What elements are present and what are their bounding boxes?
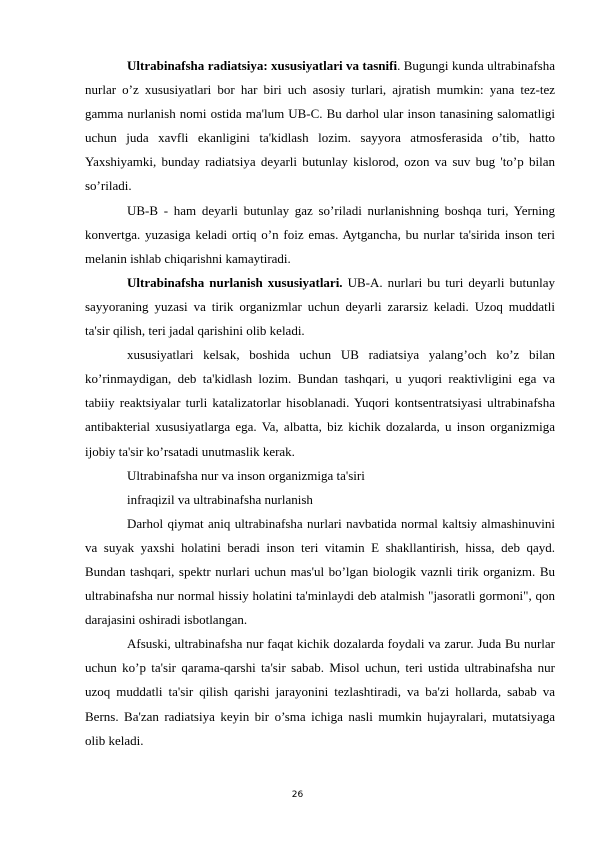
paragraph-1: [85, 54, 555, 199]
paragraph-7-text: Darhol qiymat aniq ultrabinafsha nurlari navbatida normal kaltsiy almashinuvini va suyak yaxshi holatini beradi inson teri vitamin E shakllantirish, hissa, deb qayd. Bundan tashqari, spektr nurlari uchun mas'ul bo’lgan biologik vaznli tirik organizm. Bu ultrabinafsha nur normal hissiy holatini ta'minlaydi deb atalmish "jasoratli gormoni", qon darajasini oshiradi isbotlangan.: [85, 515, 555, 628]
paragraph-5-text: Ultrabinafsha nur va inson organizmiga ta'siri: [127, 467, 365, 483]
paragraph-1-text: . Bugungi kunda ultrabinafsha nurlar o’z xususiyatlari bor har biri uch asosiy turlari, ajratish mumkin: yana tez-tez gamma nurlanish nomi ostida ma'lum UB-C. Bu darhol ular inson tanasining salomatligi uchun juda xavfli ekanligini ta'kidlash lozim. sayyora atmosferasida o’tib, hatto Yaxshiyamki, bunday radiatsiya deyarli butunlay kislorod, ozon va suv bug 'to’p bilan so’riladi.: [85, 58, 555, 194]
paragraph-3: [85, 271, 555, 343]
paragraph-4-text: xususiyatlari kelsak, boshida uchun UB radiatsiya yalang’och ko’z bilan ko’rinmaydigan, deb ta'kidlash lozim. Bundan tashqari, u yuqori reaktivligini ega va tabiiy reaktsiyalar turli katalizatorlar hisoblanadi. Yuqori kontsentratsiyasi ultrabinafsha antibakterial xususiyatlarga ega. Va, albatta, biz kichik dozalarda, u inson organizmiga ijobiy ta'sir ko’rsatadi unutmaslik kerak.: [85, 347, 555, 459]
paragraph-1-heading: Ultrabinafsha radiatsiya: xususiyatlari va tasnifi: [127, 58, 398, 73]
paragraph-3-heading: Ultrabinafsha nurlanish xususiyatlari.: [127, 274, 343, 290]
paragraph-3-text: UB-A. nurlari bu turi deyarli butunlay sayyoraning yuzasi va tirik organizmlar uchun deyarli zararsiz keladi. Uzoq muddatli ta'sir qilish, teri jadal qarishini olib keladi.: [85, 274, 555, 339]
paragraph-5: [85, 464, 555, 488]
paragraph-4: [85, 343, 555, 463]
paragraph-8-text: Afsuski, ultrabinafsha nur faqat kichik dozalarda foydali va zarur. Juda Bu nurlar uchun ko’p ta'sir qarama-qarshi ta'sir sabab. Misol uchun, teri ustida ultrabinafsha nur uzoq muddatli ta'sir qilish qarishi jarayonini tezlashtiradi, va ba'zi hollarda, sabab va Berns. Ba'zan radiatsiya keyin bir o’sma ichiga nasli mumkin hujayralari, mutatsiyaga olib keladi.: [85, 636, 555, 748]
paragraph-6: [85, 488, 555, 512]
paragraph-2-text: UB-B - ham deyarli butunlay gaz so’riladi nurlanishning boshqa turi, Yerning konvertga. yuzasiga keladi ortiq o’n foiz emas. Aytgancha, bu nurlar ta'sirida inson teri melanin ishlab chiqarishni kamaytiradi.: [85, 202, 555, 266]
document-body: [85, 54, 555, 753]
page-number: 26: [291, 790, 304, 800]
paragraph-2: [85, 199, 555, 271]
paragraph-8: [85, 632, 555, 752]
paragraph-6-text: infraqizil va ultrabinafsha nurlanish: [127, 491, 313, 507]
paragraph-7: [85, 512, 555, 632]
